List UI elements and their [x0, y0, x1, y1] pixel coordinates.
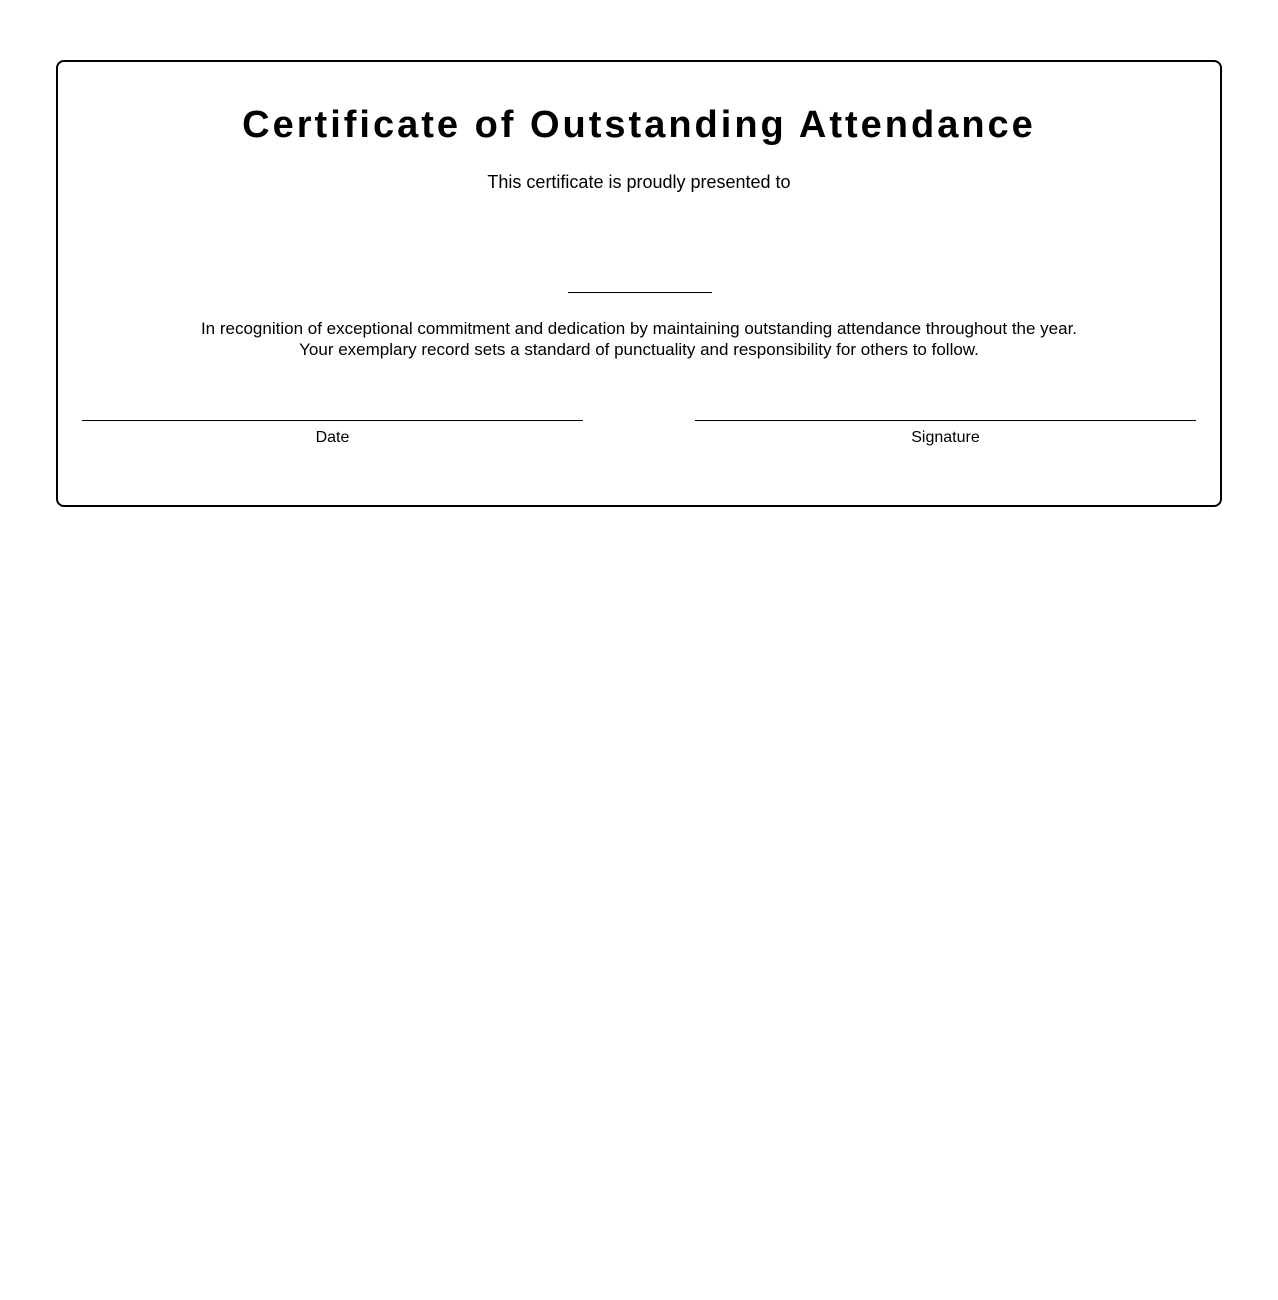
date-line — [82, 420, 583, 448]
date-label: Date — [315, 429, 350, 446]
recognition-line-1: In recognition of exceptional commitment and dedication by maintaining outstanding attendance throughout the year. — [200, 319, 1078, 338]
recipient-name-line — [568, 292, 712, 293]
certificate-title: Certificate of Outstanding Attendance — [242, 104, 1036, 146]
signature-line — [695, 420, 1196, 448]
recognition-text — [58, 318, 1220, 360]
signature-label: Signature — [911, 429, 980, 446]
recognition-line-2: Your exemplary record sets a standard of punctuality and responsibility for others to follow. — [299, 340, 979, 359]
certificate-frame — [56, 60, 1222, 507]
presented-to-text: This certificate is proudly presented to — [487, 172, 791, 192]
